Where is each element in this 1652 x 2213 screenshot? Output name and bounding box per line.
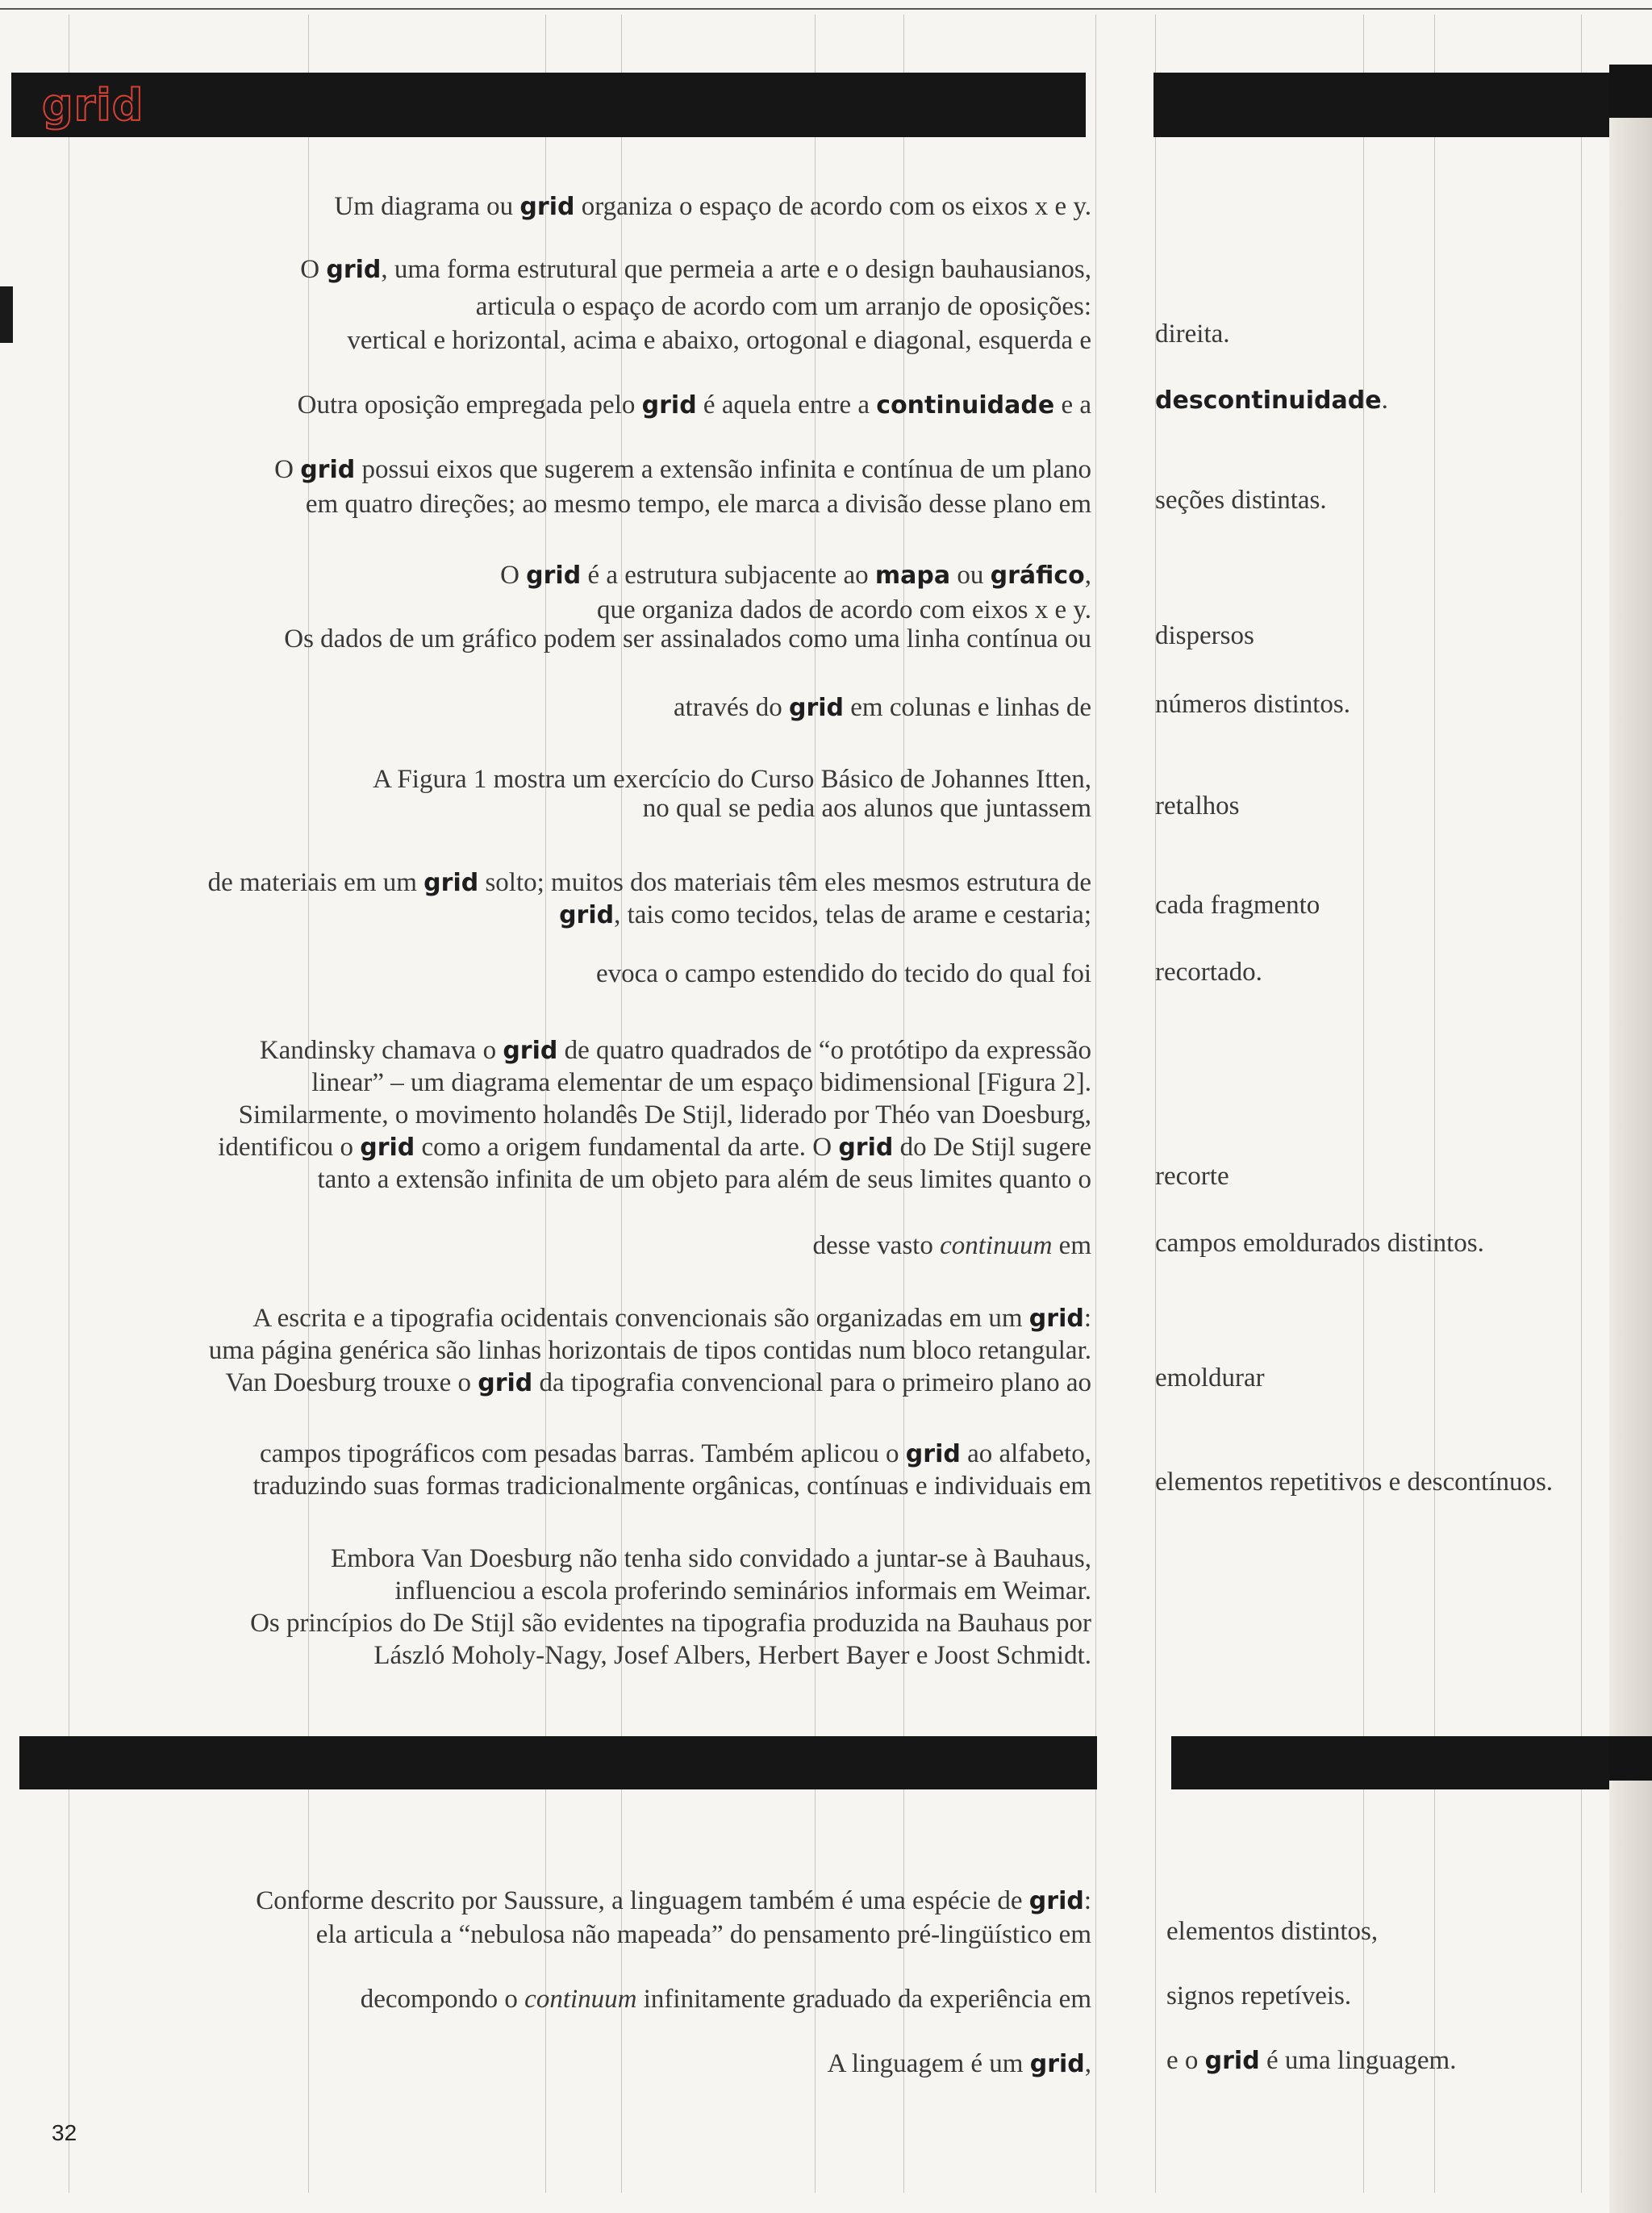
keyword: grid (478, 1369, 533, 1397)
text-line: Os dados de um gráfico podem ser assinalados como uma linha contínua ou (284, 624, 1091, 653)
margin-line: números distintos. (1155, 690, 1351, 719)
text-line: Van Doesburg trouxe o grid da tipografia convencional para o primeiro plano ao (225, 1368, 1091, 1397)
keyword: grid (1204, 2047, 1260, 2075)
next-page-bar-top (1609, 65, 1652, 118)
text-line: tanto a extensão infinita de um objeto para além de seus limites quanto o (317, 1165, 1091, 1194)
keyword: mapa (874, 562, 951, 590)
text-line: ela articula a “nebulosa não mapeada” do pensamento pré-lingüístico em (315, 1920, 1091, 1949)
text-line: Embora Van Doesburg não tenha sido convidado a juntar-se à Bauhaus, (331, 1544, 1091, 1573)
text-line: O grid, uma forma estrutural que permeia a arte e o design bauhausianos, (300, 255, 1091, 284)
margin-line: cada fragmento (1155, 891, 1320, 920)
text-line: de materiais em um grid solto; muitos dos materiais têm eles mesmos estrutura de (207, 868, 1091, 897)
margin-line: recortado. (1155, 958, 1262, 987)
text-line: A Figura 1 mostra um exercício do Curso Básico de Johannes Itten, (373, 765, 1091, 794)
margin-line: signos repetíveis. (1166, 1981, 1352, 2010)
text-line: A escrita e a tipografia ocidentais convencionais são organizadas em um grid: (252, 1304, 1091, 1333)
text-line: desse vasto continuum em (812, 1231, 1091, 1260)
keyword: grid (641, 391, 697, 420)
keyword: gráfico (990, 562, 1085, 590)
text-line: A linguagem é um grid, (827, 2049, 1091, 2078)
margin-line: descontinuidade. (1155, 386, 1388, 415)
keyword: grid (1028, 1887, 1084, 1915)
text-line: que organiza dados de acordo com eixos x e y. (596, 595, 1091, 624)
text-line: influenciou a escola proferindo seminários informais em Weimar. (394, 1576, 1091, 1605)
keyword: grid (905, 1440, 961, 1468)
header-bar-right (1153, 73, 1609, 137)
margin-line: campos emoldurados distintos. (1155, 1229, 1484, 1258)
text-line: linear” – um diagrama elementar de um espaço bidimensional [Figura 2]. (311, 1068, 1091, 1097)
text-line: através do grid em colunas e linhas de (674, 693, 1091, 722)
text-line: Kandinsky chamava o grid de quatro quadrados de “o protótipo da expressão (259, 1036, 1091, 1065)
margin-line: elementos repetitivos e descontínuos. (1155, 1468, 1554, 1497)
grid-line (1095, 15, 1096, 2193)
keyword: grid (360, 1134, 415, 1162)
margin-line: emoldurar (1155, 1363, 1265, 1393)
keyword: grid (423, 869, 479, 897)
header-bar (11, 73, 1086, 137)
text-line: em quatro direções; ao mesmo tempo, ele marca a divisão desse plano em (305, 490, 1091, 519)
text-line: grid, tais como tecidos, telas de arame e cestaria; (559, 900, 1091, 929)
grid-line (1581, 15, 1582, 2193)
margin-line: dispersos (1155, 621, 1254, 650)
text-line: traduzindo suas formas tradicionalmente orgânicas, contínuas e individuais em (252, 1472, 1091, 1501)
keyword: grid (300, 456, 356, 484)
page-top-rule (0, 8, 1652, 10)
next-page-bar-bottom (1609, 1736, 1652, 1781)
italic-term: continuum (940, 1231, 1053, 1260)
text-line: campos tipográficos com pesadas barras. Também aplicou o grid ao alfabeto, (260, 1439, 1091, 1468)
italic-term: continuum (524, 1985, 637, 2014)
margin-line: retalhos (1155, 791, 1240, 820)
keyword: grid (1029, 2050, 1085, 2078)
margin-line: direita. (1155, 319, 1230, 349)
grid-line (1363, 15, 1364, 2193)
text-line: articula o espaço de acordo com um arranjo de oposições: (475, 292, 1091, 321)
text-line: Conforme descrito por Saussure, a linguagem também é uma espécie de grid: (256, 1886, 1091, 1915)
margin-line: e o grid é uma linguagem. (1166, 2046, 1457, 2075)
section-bar (19, 1736, 1097, 1789)
keyword: continuidade (876, 391, 1055, 420)
section-bar-right (1171, 1736, 1609, 1789)
page-number: 32 (52, 2120, 77, 2145)
text-line: O grid possui eixos que sugerem a extensão infinita e contínua de um plano (274, 455, 1091, 484)
text-line: decompondo o continuum infinitamente graduado da experiência em (360, 1985, 1091, 2014)
margin-line: elementos distintos, (1166, 1917, 1379, 1946)
text-line: O grid é a estrutura subjacente ao mapa ou gráfico, (500, 561, 1091, 590)
chapter-title: grid (42, 80, 144, 131)
next-page-edge (1609, 65, 1652, 2213)
keyword: descontinuidade (1155, 386, 1382, 415)
text-line: Os princípios do De Stijl são evidentes na tipografia produzida na Bauhaus por (250, 1609, 1091, 1638)
text-line: Similarmente, o movimento holandês De Stijl, liderado por Théo van Doesburg, (238, 1100, 1091, 1129)
text-line: no qual se pedia aos alunos que juntassem (642, 794, 1091, 823)
binding-mark (0, 286, 13, 343)
keyword: grid (526, 562, 582, 590)
text-line: Um diagrama ou grid organiza o espaço de acordo com os eixos x e y. (334, 192, 1091, 221)
text-line: vertical e horizontal, acima e abaixo, ortogonal e diagonal, esquerda e (347, 326, 1091, 355)
keyword: grid (838, 1134, 894, 1162)
text-line: László Moholy-Nagy, Josef Albers, Herbert Bayer e Joost Schmidt. (373, 1641, 1091, 1670)
keyword: grid (503, 1037, 558, 1065)
text-line: Outra oposição empregada pelo grid é aquela entre a continuidade e a (297, 390, 1091, 420)
keyword: grid (1028, 1305, 1084, 1333)
text-line: uma página genérica são linhas horizontais de tipos contidas num bloco retangular. (208, 1336, 1091, 1365)
keyword: grid (559, 901, 615, 929)
keyword: grid (519, 193, 575, 221)
text-line: evoca o campo estendido do tecido do qual foi (596, 959, 1091, 988)
grid-line (1434, 15, 1435, 2193)
text-line: identificou o grid como a origem fundamental da arte. O grid do De Stijl sugere (218, 1133, 1091, 1162)
keyword: grid (788, 694, 844, 722)
keyword: grid (326, 256, 382, 284)
margin-line: seções distintas. (1155, 486, 1327, 515)
margin-line: recorte (1155, 1162, 1229, 1191)
